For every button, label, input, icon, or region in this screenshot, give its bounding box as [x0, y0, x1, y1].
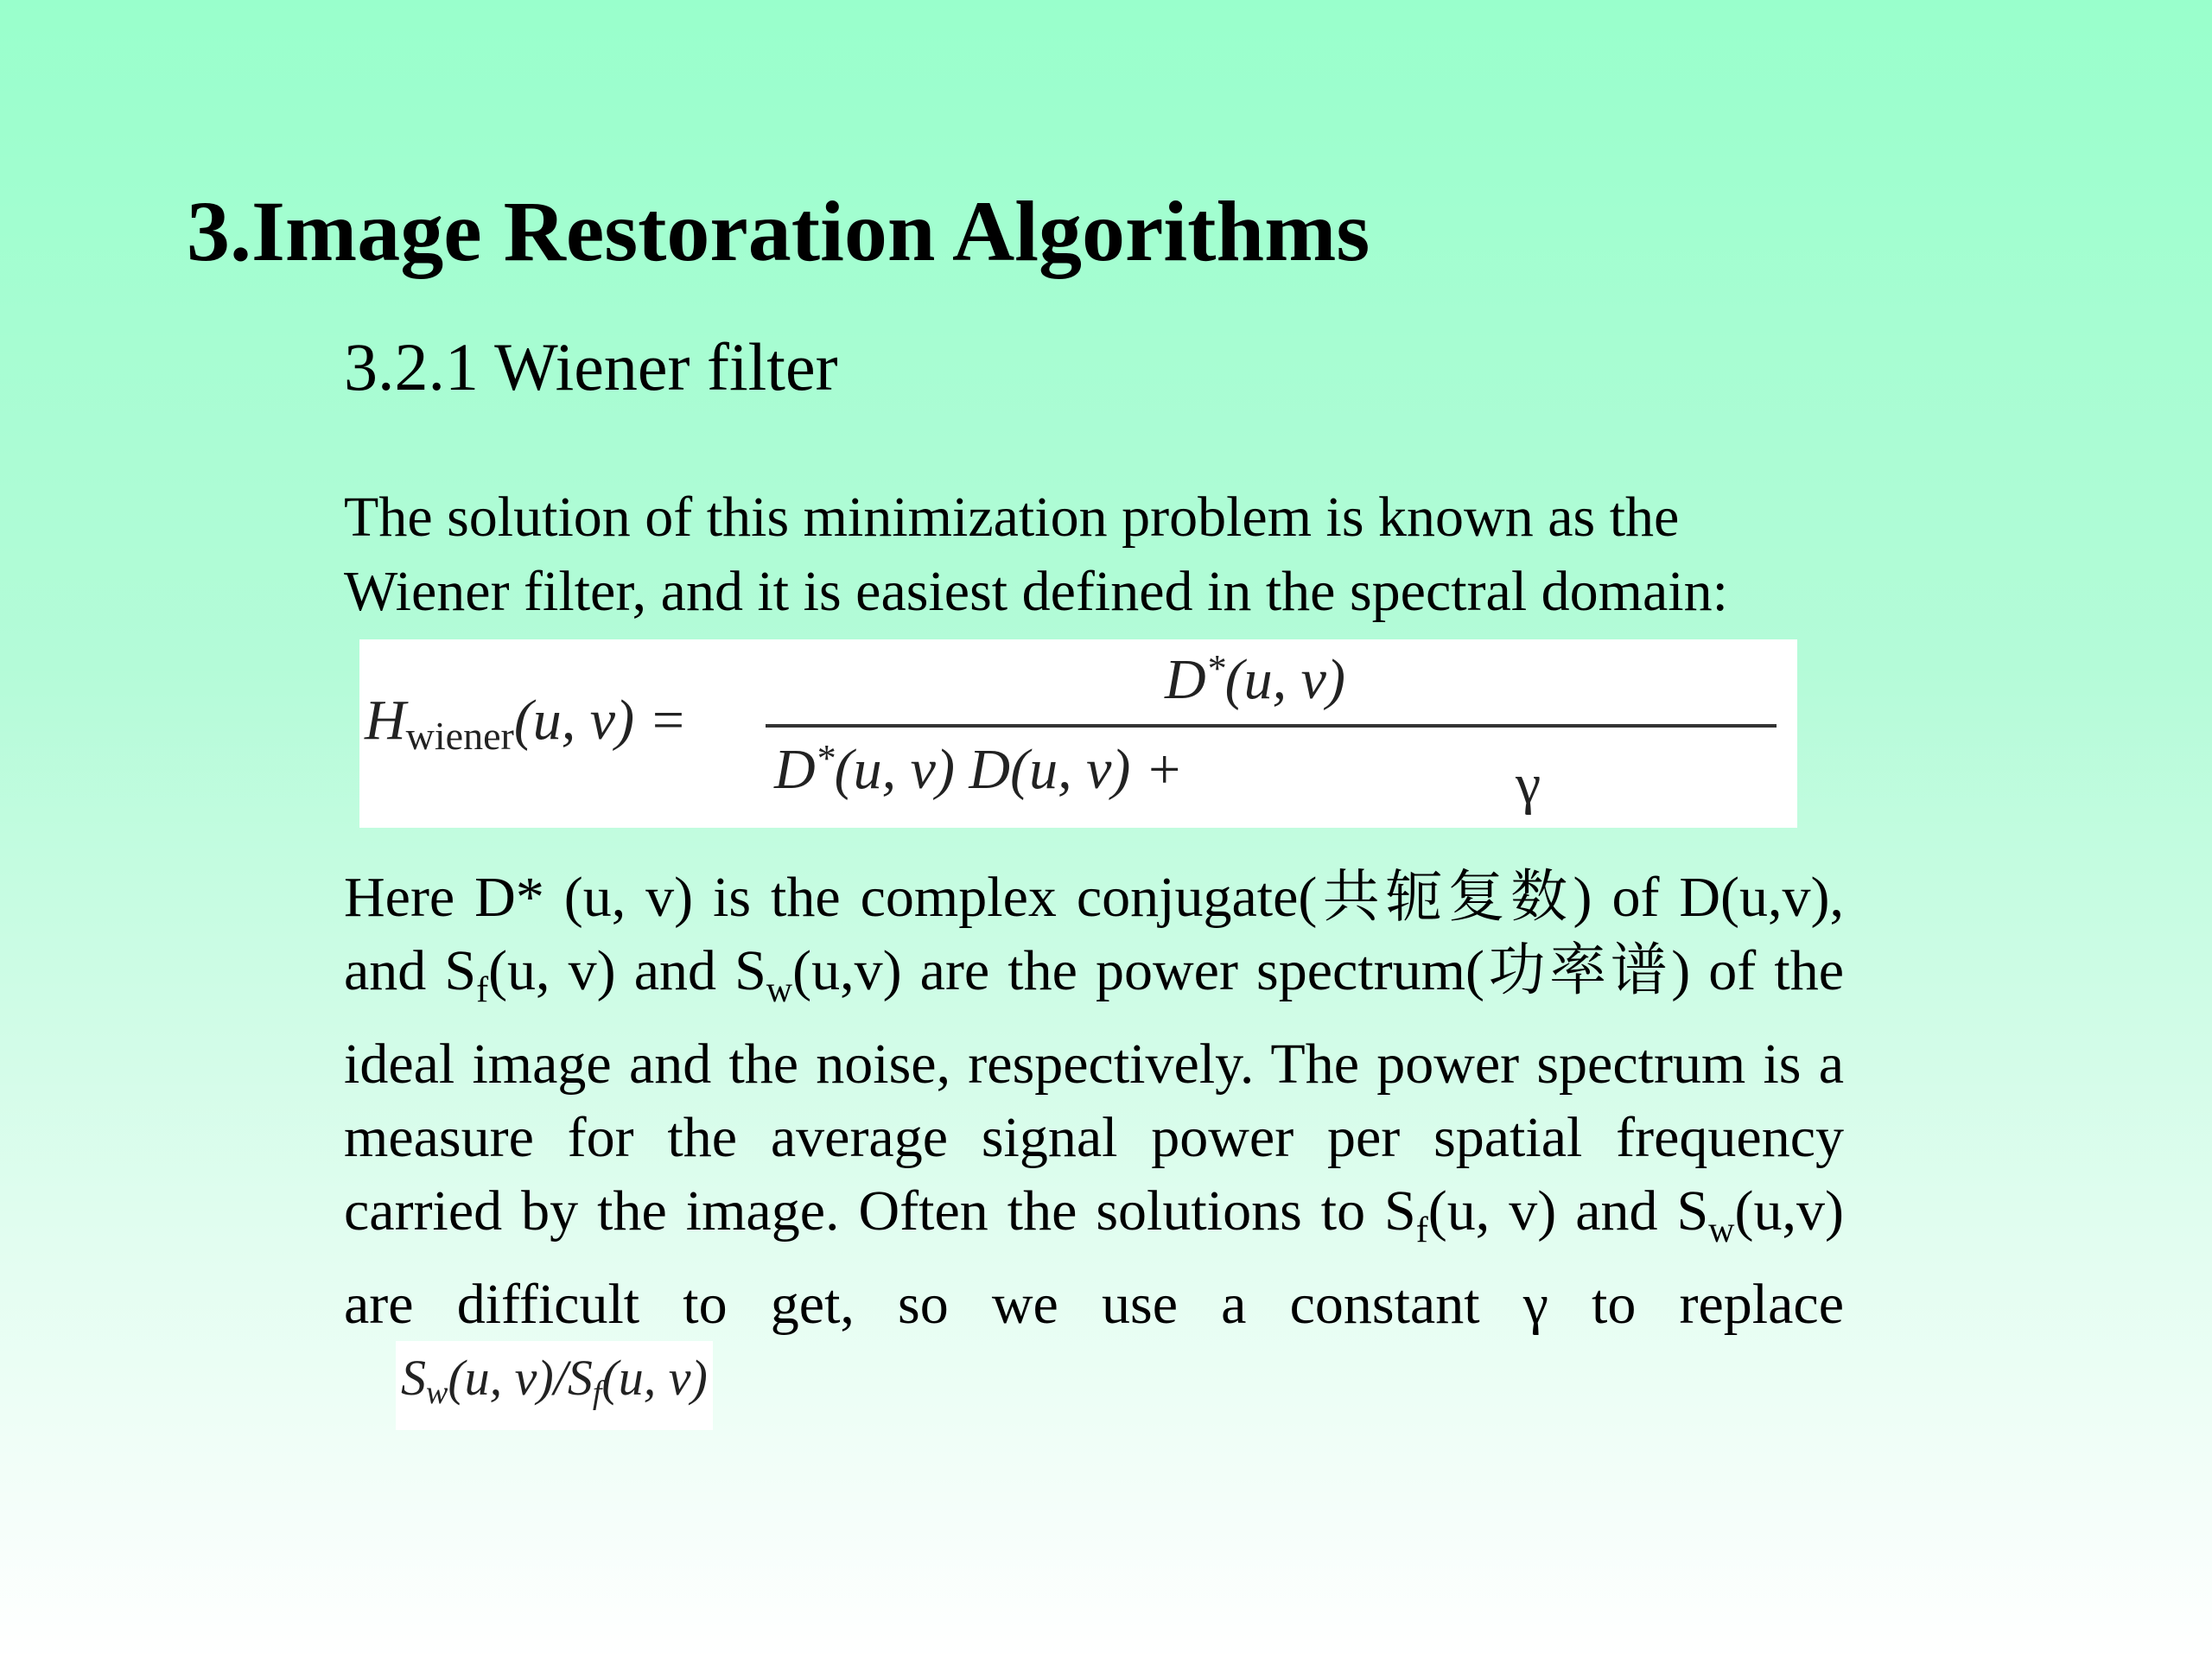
formula-numerator: [1165, 646, 1345, 713]
inline-s-w: S: [401, 1350, 426, 1406]
formula-denominator: [774, 736, 1183, 803]
denominator-rest: (u, v) D(u, v) +: [834, 738, 1184, 801]
subscript-f-2: f: [1415, 1211, 1428, 1250]
numerator-args: (u, v): [1224, 648, 1345, 711]
denominator-star: *: [815, 737, 835, 779]
body-text-1: Here D* (u, v) is the complex conjugate(共轭复数) of D(u,v), and S: [344, 866, 1844, 1002]
formula-lhs: [365, 688, 687, 759]
inline-mid: (u, v)/S: [448, 1350, 593, 1406]
inline-ratio-formula: [396, 1341, 713, 1430]
formula-h: H: [365, 689, 406, 752]
section-subtitle: 3.2.1 Wiener filter: [344, 329, 838, 404]
numerator-d: D: [1165, 648, 1206, 711]
body-text-3: (u,v) are the power spectrum(功率谱) of the ideal image and the noise, respectively. The power spectrum is a measure for the average signal power per spatial frequency carried by the image. Often the solutions to S: [344, 939, 1844, 1243]
subscript-f: f: [476, 970, 489, 1010]
denominator-d: D: [774, 738, 816, 801]
inline-sub-w: w: [426, 1375, 448, 1411]
subscript-w: w: [766, 970, 793, 1010]
body-text-2: (u, v) and S: [488, 939, 766, 1002]
inline-end: (u, v): [601, 1350, 708, 1406]
numerator-star: *: [1205, 647, 1225, 690]
body-text-4: (u, v) and S: [1427, 1179, 1709, 1243]
subscript-w-2: w: [1708, 1211, 1735, 1250]
body-paragraph: [344, 861, 1844, 1430]
inline-sub-f: f: [592, 1375, 602, 1411]
fraction-bar: [766, 724, 1777, 728]
body-text-5: (u,v) are difficult to get, so we use a constant γ to replace: [344, 1179, 1844, 1336]
slide-title: 3.Image Restoration Algorithms: [187, 183, 1370, 279]
intro-paragraph: The solution of this minimization problem is known as the Wiener filter, and it is easiest defined in the spectral domain:: [344, 486, 1728, 623]
formula-gamma: γ: [1516, 753, 1541, 816]
formula-wiener-subscript: wiener: [405, 714, 514, 758]
wiener-formula: [359, 639, 1797, 828]
formula-lhs-args: (u, v) =: [513, 689, 688, 752]
